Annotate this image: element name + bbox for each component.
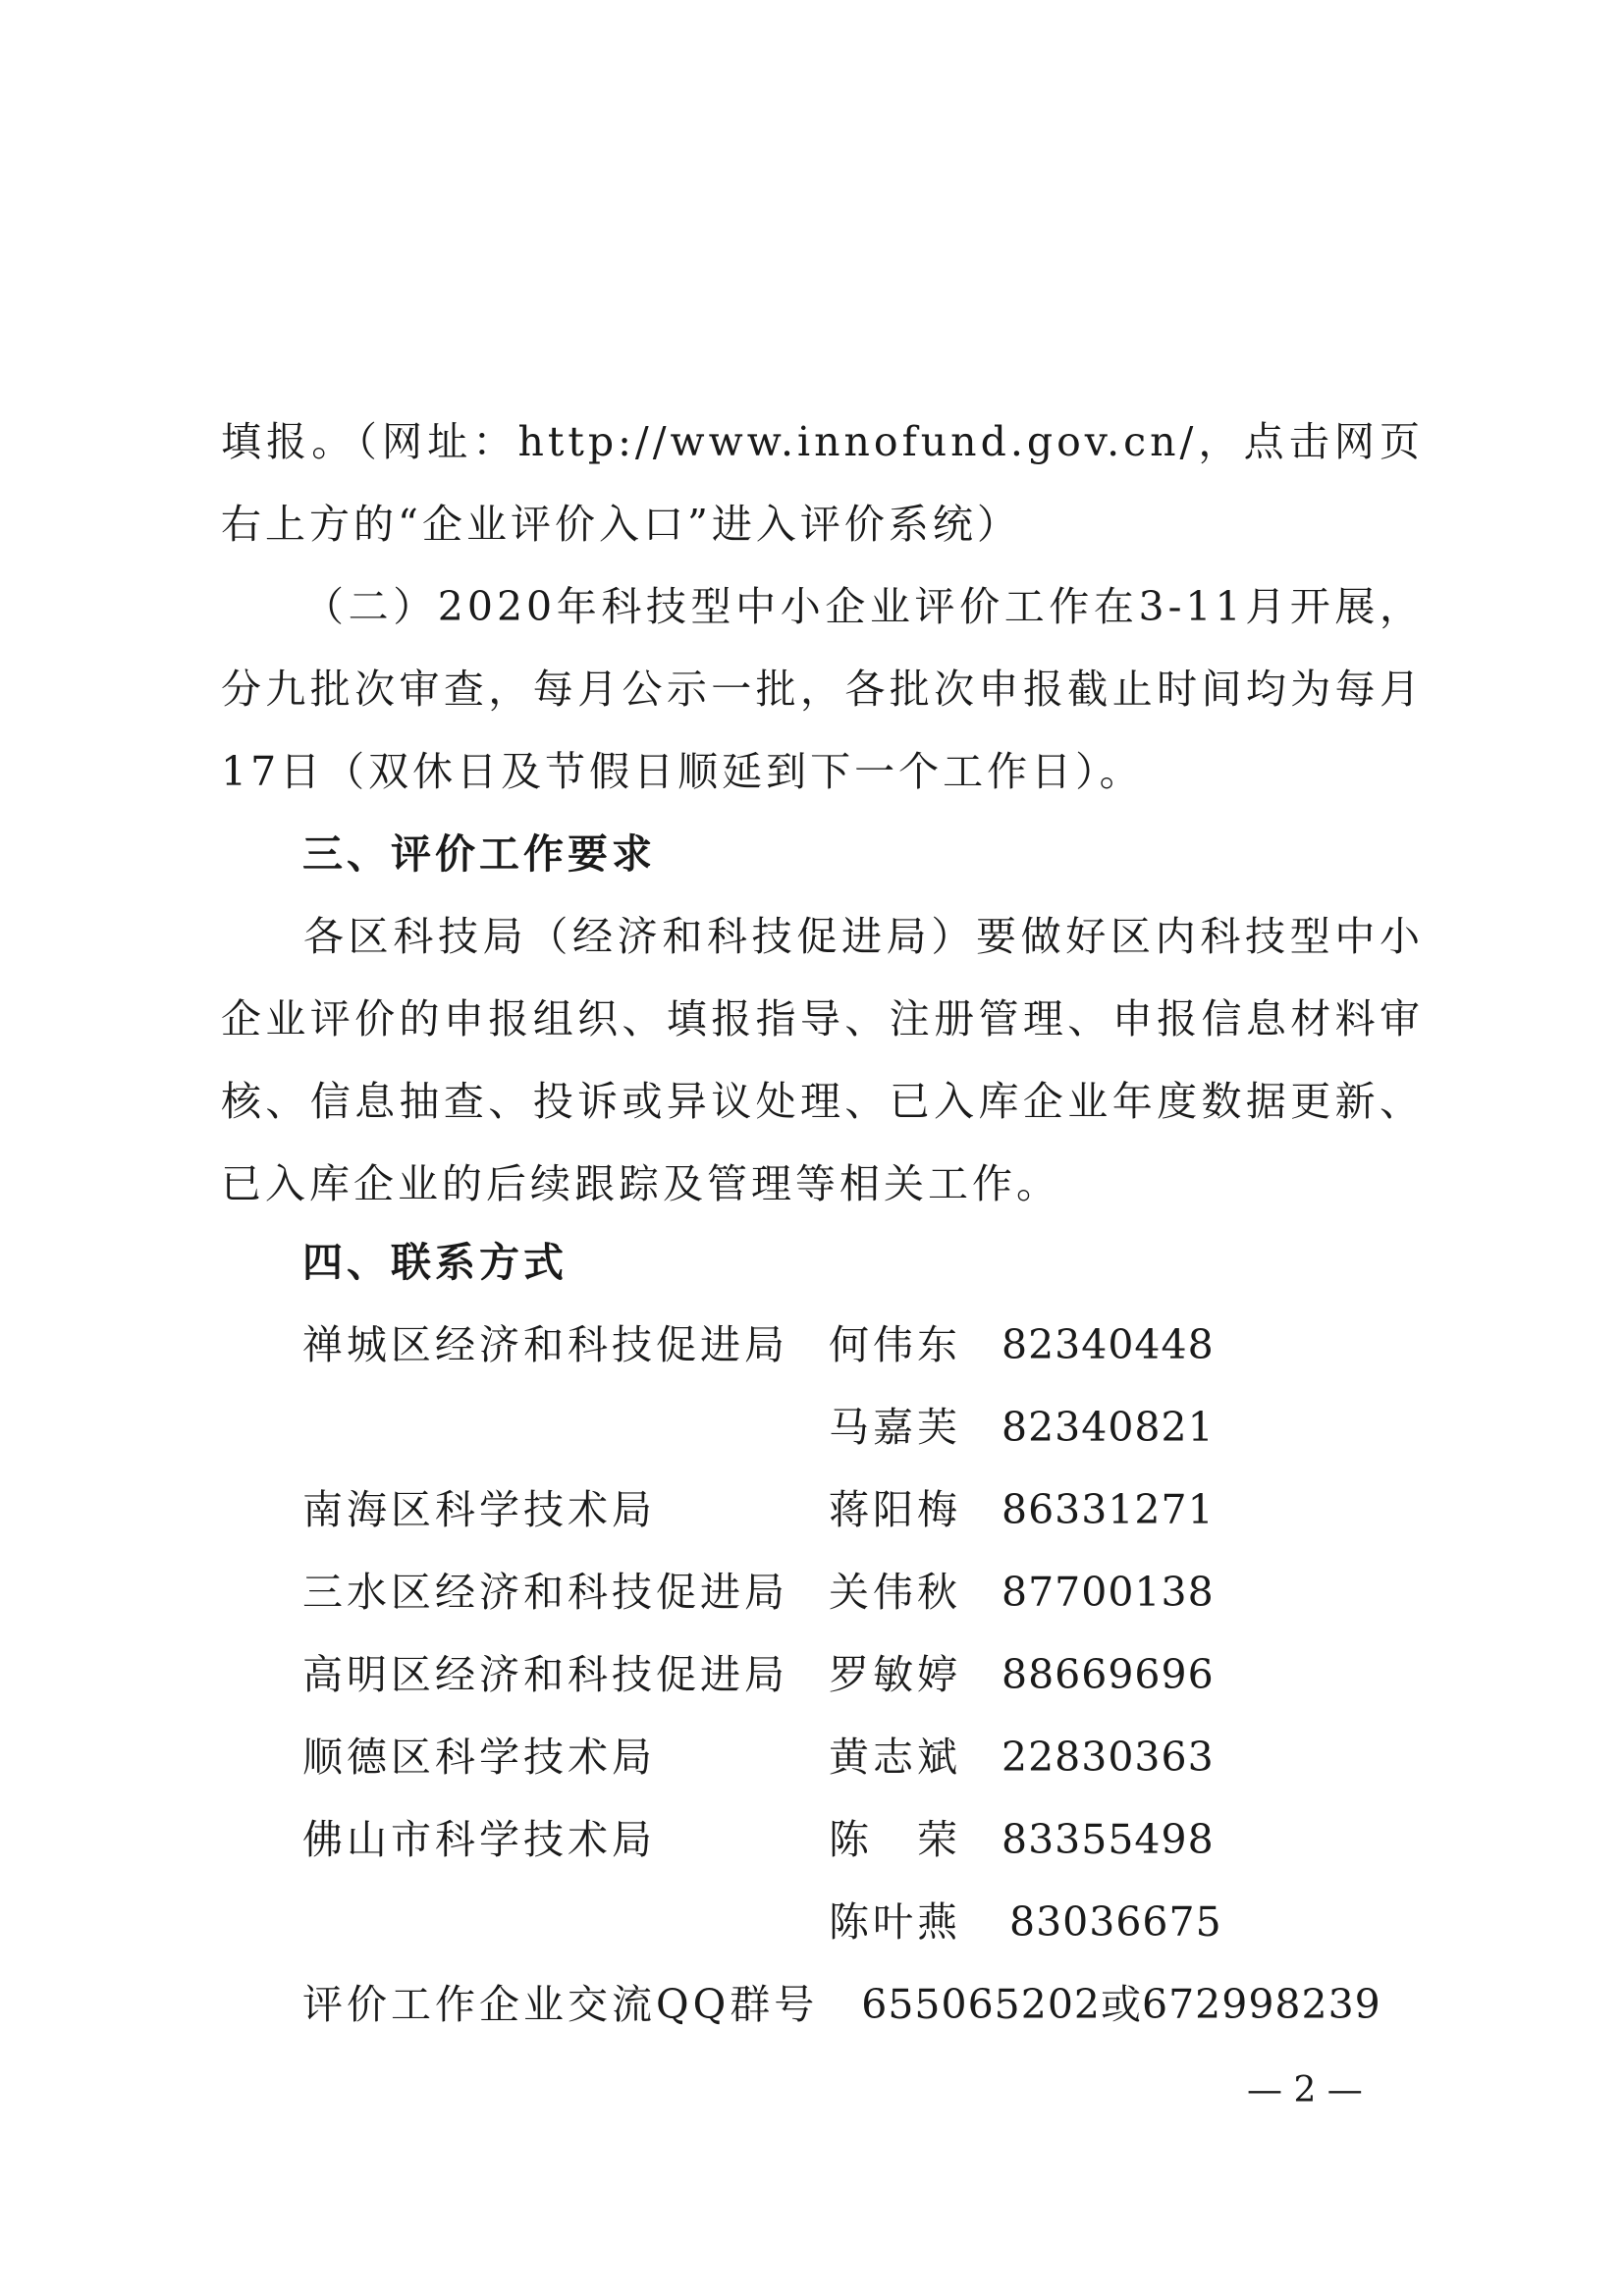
contact-person: 关伟秋 (829, 1569, 961, 1616)
contact-row (302, 1798, 1333, 1881)
contact-org: 顺德区科学技术局 (302, 1734, 656, 1781)
contact-person: 马嘉芙 (829, 1404, 961, 1451)
contact-row (302, 1304, 1333, 1386)
contact-phone: 82340448 (1001, 1321, 1215, 1368)
contact-phone: 22830363 (1001, 1734, 1215, 1781)
contact-org: 佛山市科学技术局 (302, 1816, 656, 1863)
contact-org: 南海区科学技术局 (302, 1486, 656, 1533)
contact-row (302, 1881, 1333, 1963)
qq-group-line (302, 1963, 1381, 2046)
contact-phone: 83355498 (1001, 1816, 1215, 1863)
contact-org: 三水区经济和科技促进局 (302, 1569, 788, 1616)
contact-phone: 82340821 (1001, 1404, 1215, 1451)
contact-person: 罗敏婷 (829, 1651, 961, 1698)
contact-person: 陈 荣 (829, 1816, 961, 1863)
contact-org: 禅城区经济和科技促进局 (302, 1321, 788, 1368)
page-number: — 2 — (1247, 2070, 1363, 2110)
heading-contact-info: 四、联系方式 (302, 1239, 568, 1286)
contact-phone: 87700138 (1001, 1569, 1215, 1616)
contact-row (302, 1468, 1333, 1551)
contact-person: 黄志斌 (829, 1734, 961, 1781)
contact-row (302, 1716, 1333, 1798)
qq-group-numbers: 655065202或672998239 (861, 1981, 1381, 2028)
contact-phone: 88669696 (1001, 1651, 1215, 1698)
contact-row (302, 1551, 1333, 1633)
contact-person: 蒋阳梅 (829, 1486, 961, 1533)
qq-group-label: 评价工作企业交流QQ群号 (302, 1981, 819, 2028)
paragraph-schedule: （二）2020年科技型中小企业评价工作在3-11月开展，分九批次审查，每月公示一批，各批次申报截止时间均为每月17日（双休日及节假日顺延到下一个工作日）。 (221, 583, 1424, 795)
contact-list (302, 1304, 1333, 1963)
heading-evaluation-requirements: 三、评价工作要求 (302, 830, 656, 878)
contact-org: 高明区经济和科技促进局 (302, 1651, 788, 1698)
contact-person: 何伟东 (829, 1321, 961, 1368)
paragraph-requirements: 各区科技局（经济和科技促进局）要做好区内科技型中小企业评价的申报组织、填报指导、注册管理、申报信息材料审核、信息抽查、投诉或异议处理、已入库企业年度数据更新、已入库企业的后续跟踪及管理等相关工作。 (221, 913, 1424, 1207)
contact-row (302, 1633, 1333, 1716)
contact-row (302, 1386, 1333, 1468)
contact-phone: 86331271 (1001, 1486, 1215, 1533)
contact-person: 陈叶燕 (829, 1898, 961, 1946)
paragraph-website: 填报。（网址：http://www.innofund.gov.cn/，点击网页右上方的“企业评价入口”进入评价系统） (221, 418, 1424, 548)
contact-phone: 83036675 (1009, 1898, 1222, 1946)
